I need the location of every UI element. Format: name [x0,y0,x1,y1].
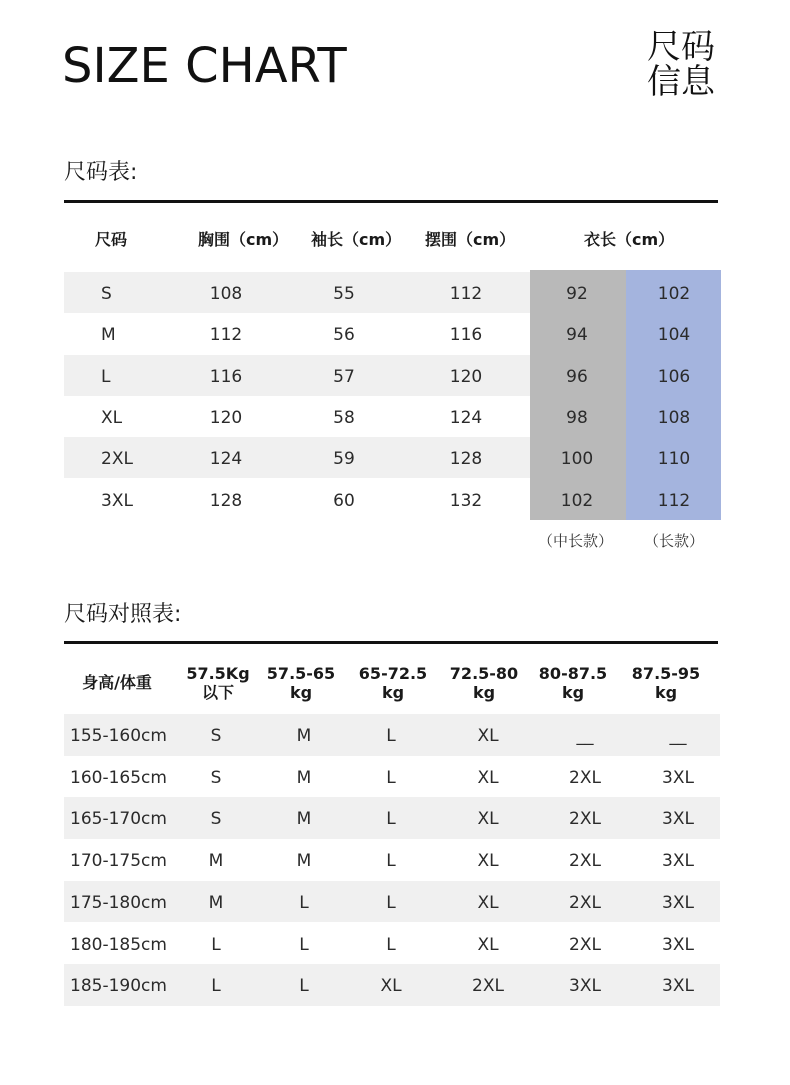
ref-cell: 2XL [569,851,601,872]
ref-cell: 3XL [662,809,694,830]
ref-header-4 [434,664,534,702]
size-cell: 98 [566,407,588,428]
ref-cell: 170-175cm [70,851,167,872]
ref-cell: 160-165cm [70,767,167,788]
size-cell: 128 [449,449,483,470]
size-table-divider [64,200,718,203]
ref-cell: M [296,726,312,746]
ref-cell: L [386,934,396,955]
size-header-3: 摆围（cm） [425,230,516,249]
size-cell: 60 [333,490,355,511]
size-cell: 57 [333,366,355,387]
ref-cell: M [208,892,224,913]
size-cell: 112 [657,490,691,511]
size-cell: 116 [209,366,243,387]
ref-cell: L [386,851,396,872]
ref-cell: S [210,726,222,746]
ref-cell: XL [477,851,499,872]
size-cell: 55 [333,284,355,304]
ref-header-line: kg [381,683,405,702]
ref-cell: XL [477,934,499,955]
ref-cell: 3XL [662,767,694,788]
reference-table-divider [64,641,718,644]
ref-cell: M [296,767,312,788]
ref-cell: L [299,934,309,955]
size-cell: 59 [333,449,355,470]
size-cell: 124 [449,407,483,428]
ref-cell: 3XL [662,976,694,997]
ref-header-6 [616,664,716,702]
long-length-column [626,270,721,520]
page-title-cn-line2: 信息 [647,62,715,102]
size-cell: 106 [657,366,691,387]
page-title: SIZE CHART [62,38,347,94]
ref-cell: S [210,809,222,830]
ref-cell: 2XL [472,976,504,997]
ref-cell: M [296,809,312,830]
ref-cell: XL [477,767,499,788]
ref-cell: 180-185cm [70,934,167,955]
long-length-note: （长款） [644,532,705,550]
size-cell: 116 [449,325,483,346]
ref-cell: 3XL [662,892,694,913]
page-title-cn [647,27,722,102]
size-cell: 108 [657,407,691,428]
ref-cell: 2XL [569,809,601,830]
size-cell: 56 [333,325,355,346]
ref-cell: XL [477,892,499,913]
ref-cell: M [208,851,224,872]
ref-cell: 3XL [662,851,694,872]
ref-header-line: 65-72.5 [358,664,428,683]
ref-cell: L [386,767,396,788]
size-cell: 2XL [101,449,133,470]
size-cell: 120 [209,407,243,428]
ref-header-line: 以下 [201,683,234,702]
size-cell: 108 [209,284,243,304]
ref-header-5 [523,664,623,702]
ref-cell: L [211,934,221,955]
ref-cell: S [210,767,222,788]
size-header-1: 胸围（cm） [198,230,289,249]
ref-cell: 175-180cm [70,892,167,913]
size-cell: 104 [657,325,691,346]
ref-cell: XL [477,809,499,830]
size-cell: 112 [449,284,483,304]
mid-length-column [530,270,626,520]
reference-table-title: 尺码对照表: [64,602,182,627]
size-cell: 58 [333,407,355,428]
size-cell: 92 [566,284,588,304]
ref-header-line: kg [472,683,496,702]
ref-header-line: kg [289,683,313,702]
size-cell: L [101,366,111,387]
ref-cell: L [299,976,309,997]
size-cell: 102 [560,490,594,511]
size-header-0: 尺码 [95,230,128,249]
size-cell: 110 [657,449,691,470]
ref-header-line: 87.5-95 [631,664,701,683]
ref-header-0 [67,673,167,692]
ref-cell: 2XL [569,892,601,913]
size-cell: 96 [566,366,588,387]
ref-header-2 [251,664,351,702]
ref-header-line: kg [561,683,585,702]
size-cell: 128 [209,490,243,511]
size-cell: 132 [449,490,483,511]
size-header-2: 袖长（cm） [311,230,402,249]
ref-cell: 155-160cm [70,726,167,746]
size-cell: S [101,284,112,304]
ref-cell: 185-190cm [70,976,167,997]
ref-cell: XL [380,976,402,997]
size-cell: 3XL [101,490,133,511]
ref-header-line: 80-87.5 [538,664,608,683]
ref-header-line: 57.5Kg [186,664,250,683]
size-cell: XL [101,407,123,428]
ref-cell: L [386,892,396,913]
size-cell: M [101,325,116,346]
size-cell: 100 [560,449,594,470]
ref-cell: 165-170cm [70,809,167,830]
page-title-cn-line1: 尺码 [647,27,715,67]
size-cell: 94 [566,325,588,346]
ref-cell: L [386,726,396,746]
ref-cell: 2XL [569,934,601,955]
ref-cell: L [386,809,396,830]
ref-cell: M [296,851,312,872]
ref-cell: L [299,892,309,913]
ref-cell: __ [669,726,687,746]
size-cell: 120 [449,366,483,387]
ref-cell: 3XL [662,934,694,955]
size-header-4: 衣长（cm） [584,230,675,249]
ref-cell: XL [477,726,499,746]
mid-length-note: （中长款） [538,532,614,550]
ref-header-line: kg [654,683,678,702]
ref-cell: __ [576,726,594,746]
size-cell: 102 [657,284,691,304]
ref-header-line: 72.5-80 [449,664,519,683]
ref-header-line: 57.5-65 [266,664,336,683]
ref-cell: 3XL [569,976,601,997]
ref-cell: L [211,976,221,997]
size-cell: 124 [209,449,243,470]
ref-header-3 [343,664,443,702]
size-cell: 112 [209,325,243,346]
size-table-title: 尺码表: [64,160,138,185]
ref-header-line: 身高/体重 [82,673,152,692]
ref-cell: 2XL [569,767,601,788]
